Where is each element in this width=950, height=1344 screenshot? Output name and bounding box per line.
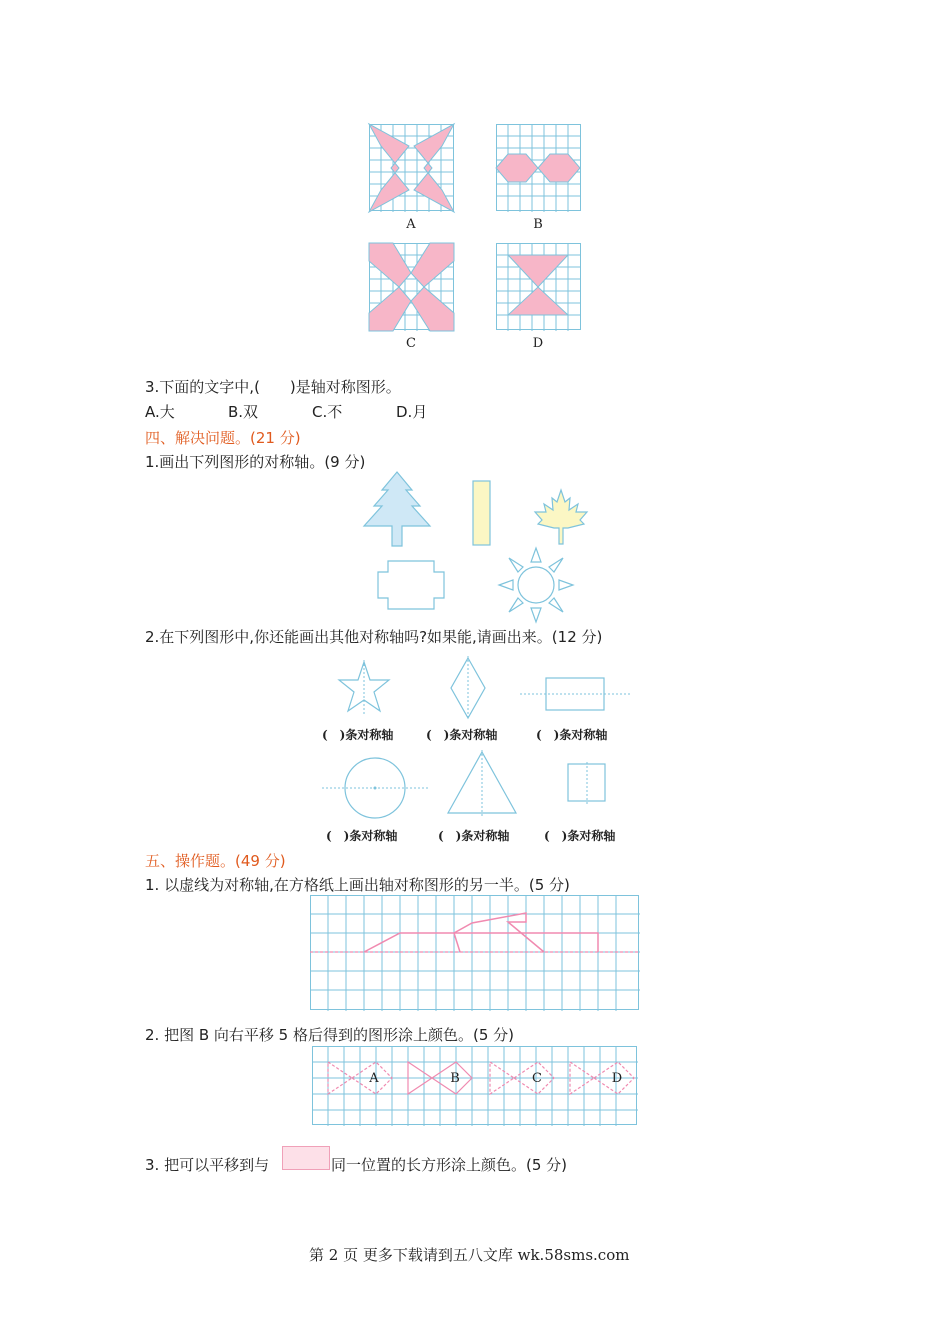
- section-5-question-3-pre: 3. 把可以平移到与: [145, 1156, 270, 1174]
- star-axis-count: ( )条对称轴: [322, 728, 394, 742]
- triangle-shape: [445, 750, 519, 816]
- section-4-title: 四、解决问题。(21 分): [145, 429, 301, 447]
- translation-grid[interactable]: [312, 1046, 638, 1126]
- section-5-question-3-post: 同一位置的长方形涂上颜色。(5 分): [331, 1156, 568, 1174]
- translation-label-d: D: [611, 1071, 623, 1086]
- rectangle-axis-count: ( )条对称轴: [536, 728, 608, 742]
- section-4-question-2: 2.在下列图形中,你还能画出其他对称轴吗?如果能,请画出来。(12 分): [145, 628, 603, 646]
- option-grid-d: [496, 243, 581, 331]
- section-5-title: 五、操作题。(49 分): [145, 852, 286, 870]
- section-5-question-1: 1. 以虚线为对称轴,在方格纸上画出轴对称图形的另一半。(5 分): [145, 876, 570, 894]
- option-grid-a: [369, 124, 454, 212]
- option-caption-d: D: [532, 336, 544, 351]
- option-caption-a: A: [406, 217, 416, 232]
- translation-label-b: B: [450, 1071, 460, 1086]
- circle-shape: [322, 756, 428, 820]
- section-5-question-2: 2. 把图 B 向右平移 5 格后得到的图形涂上颜色。(5 分): [145, 1026, 515, 1044]
- square-axis-count: ( )条对称轴: [544, 829, 616, 843]
- maple-leaf-shape: [532, 488, 590, 546]
- question-3-option-a[interactable]: A.大: [145, 403, 175, 421]
- symmetry-grid[interactable]: [310, 895, 640, 1011]
- translation-label-a: A: [369, 1071, 379, 1086]
- sun-shape: [497, 546, 575, 624]
- rhombus-shape: [448, 656, 488, 720]
- star-shape: [336, 660, 392, 714]
- pink-rectangle-swatch: [282, 1146, 330, 1170]
- question-3-stem: 3.下面的文字中,( )是轴对称图形。: [145, 378, 401, 396]
- question-3-option-d[interactable]: D.月: [396, 403, 428, 421]
- rectangle-shape: [520, 676, 630, 712]
- section-4-question-1: 1.画出下列图形的对称轴。(9 分): [145, 453, 366, 471]
- question-3-option-c[interactable]: C.不: [312, 403, 343, 421]
- option-grid-b: [496, 124, 581, 212]
- option-caption-b: B: [533, 217, 543, 232]
- tree-shape: [362, 472, 432, 547]
- option-caption-c: C: [406, 336, 416, 351]
- tall-rectangle-shape: [472, 480, 492, 546]
- translation-label-c: C: [532, 1071, 542, 1086]
- question-3-option-b[interactable]: B.双: [228, 403, 259, 421]
- triangle-axis-count: ( )条对称轴: [438, 829, 510, 843]
- square-shape: [566, 762, 608, 804]
- page-footer: 第 2 页 更多下载请到五八文库 wk.58sms.com: [309, 1246, 630, 1264]
- rhombus-axis-count: ( )条对称轴: [426, 728, 498, 742]
- circle-axis-count: ( )条对称轴: [326, 829, 398, 843]
- option-grid-c: [369, 243, 454, 331]
- notched-rectangle-shape: [376, 560, 446, 610]
